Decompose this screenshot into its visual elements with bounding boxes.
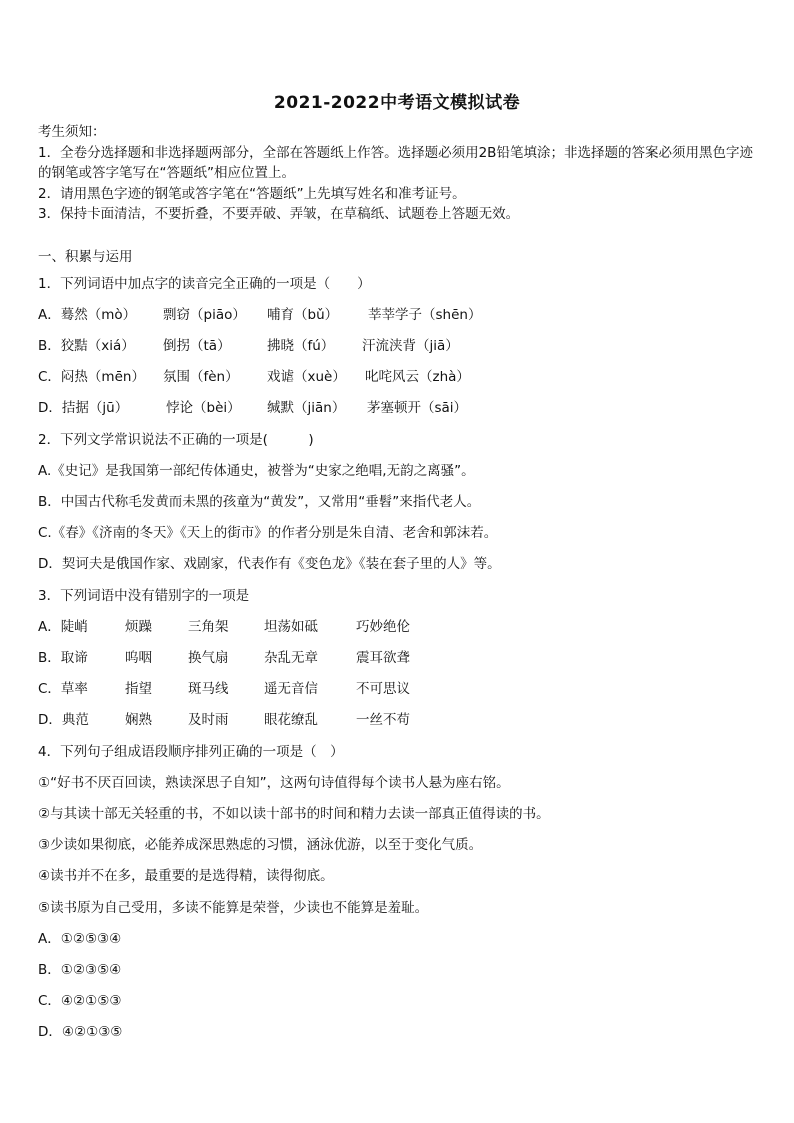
q1-option-item: 倒拐（tā） — [163, 338, 231, 354]
q3-option-item: A．陡峭 — [38, 619, 88, 635]
q1-option-item: 莘莘学子（shēn） — [368, 307, 482, 323]
q4-stem: 4．下列句子组成语段顺序排列正确的一项是（ ） — [38, 744, 344, 760]
q3-option-item: 指望 — [125, 681, 152, 697]
q3-stem: 3．下列词语中没有错别字的一项是 — [38, 588, 250, 604]
q1-option-item: 哺育（bǔ） — [267, 307, 339, 323]
q4-option-b: B．①②③⑤④ — [38, 962, 122, 978]
q1-option-item: 汗流浃背（jiā） — [362, 338, 459, 354]
q3-option-item: B．取谛 — [38, 650, 88, 666]
q1-option-item: C．闷热（mēn） — [38, 369, 145, 385]
q3-option-item: 坦荡如砥 — [264, 619, 318, 635]
q1-option-item: 氛围（fèn） — [163, 369, 239, 385]
q1-option-item: A．蓦然（mò） — [38, 307, 137, 323]
notice-heading: 考生须知： — [38, 124, 106, 140]
q3-option-item: 巧妙绝伦 — [356, 619, 410, 635]
q3-option-item: 三角架 — [188, 619, 229, 635]
notice-block — [38, 122, 758, 225]
q1-option-item: 茅塞顿开（sāi） — [367, 400, 468, 416]
q3-option-item: 呜咽 — [125, 650, 152, 666]
q3-option-item: 不可思议 — [356, 681, 410, 697]
q1-option-item: 叱咤风云（zhà） — [365, 369, 470, 385]
section-title: 一、积累与运用 — [38, 249, 133, 265]
q1-option-item: 缄默（jiān） — [267, 400, 346, 416]
q4-option-c: C．④②①⑤③ — [38, 993, 122, 1009]
q3-option-item: 遥无音信 — [264, 681, 318, 697]
q2-option-d: D．契诃夫是俄国作家、戏剧家，代表作有《变色龙》《装在套子里的人》等。 — [38, 556, 501, 572]
exam-title: 2021-2022中考语文模拟试卷 — [273, 93, 521, 113]
q2-option-b: B．中国古代称毛发黄而未黑的孩童为“黄发”，又常用“垂髫”来指代老人。 — [38, 494, 481, 510]
q1-option-item: 悖论（bèi） — [166, 400, 241, 416]
q3-option-item: 杂乱无章 — [264, 650, 318, 666]
q3-option-item: 震耳欲聋 — [356, 650, 410, 666]
q3-option-item: 眼花缭乱 — [264, 712, 318, 728]
q3-option-item: 一丝不苟 — [356, 712, 410, 728]
notice-item: 3．保持卡面清洁，不要折叠，不要弄破、弄皱，在草稿纸、试题卷上答题无效。 — [38, 206, 520, 222]
notice-item: 1．全卷分选择题和非选择题两部分，全部在答题纸上作答。选择题必须用2B铅笔填涂；非选择题的答案必须用黑色字迹的钢笔或答字笔写在“答题纸”相应位置上。 — [38, 144, 753, 181]
q1-option-item: 拂晓（fú） — [267, 338, 335, 354]
q4-sentence: ③少读如果彻底，必能养成深思熟虑的习惯，涵泳优游，以至于变化气质。 — [38, 837, 483, 853]
q1-option-item: B．狡黠（xiá） — [38, 338, 135, 354]
q3-option-item: 娴熟 — [125, 712, 152, 728]
q4-sentence: ①“好书不厌百回读，熟读深思子自知”，这两句诗值得每个读书人悬为座右铭。 — [38, 775, 510, 791]
q2-option-a: A.《史记》是我国第一部纪传体通史，被誉为“史家之绝唱,无韵之离骚”。 — [38, 463, 475, 479]
q3-option-item: 烦躁 — [125, 619, 152, 635]
q3-option-item: D．典范 — [38, 712, 89, 728]
q4-sentence: ④读书并不在多，最重要的是选得精，读得彻底。 — [38, 868, 334, 884]
q4-option-d: D．④②①③⑤ — [38, 1024, 123, 1040]
notice-item: 2．请用黑色字迹的钢笔或答字笔在“答题纸”上先填写姓名和准考证号。 — [38, 185, 466, 202]
q3-option-item: 换气扇 — [188, 650, 229, 666]
q1-option-item: D．拮据（jū） — [38, 400, 129, 416]
q1-stem: 1．下列词语中加点字的读音完全正确的一项是（ ） — [38, 276, 371, 292]
q4-sentence: ⑤读书原为自己受用，多读不能算是荣誉，少读也不能算是羞耻。 — [38, 900, 429, 916]
q4-option-a: A．①②⑤③④ — [38, 931, 122, 947]
q3-option-item: 斑马线 — [188, 681, 229, 697]
q2-option-c: C.《春》《济南的冬天》《天上的街市》的作者分别是朱自清、老舍和郭沫若。 — [38, 525, 498, 541]
q1-option-item: 剽窃（piāo） — [163, 307, 246, 323]
q3-option-item: 及时雨 — [188, 712, 229, 728]
q3-option-item: C．草率 — [38, 681, 88, 697]
q4-sentence: ②与其读十部无关轻重的书，不如以读十部书的时间和精力去读一部真正值得读的书。 — [38, 806, 550, 822]
q2-stem: 2．下列文学常识说法不正确的一项是( ) — [38, 432, 314, 448]
q1-option-item: 戏谑（xuè） — [267, 369, 346, 385]
